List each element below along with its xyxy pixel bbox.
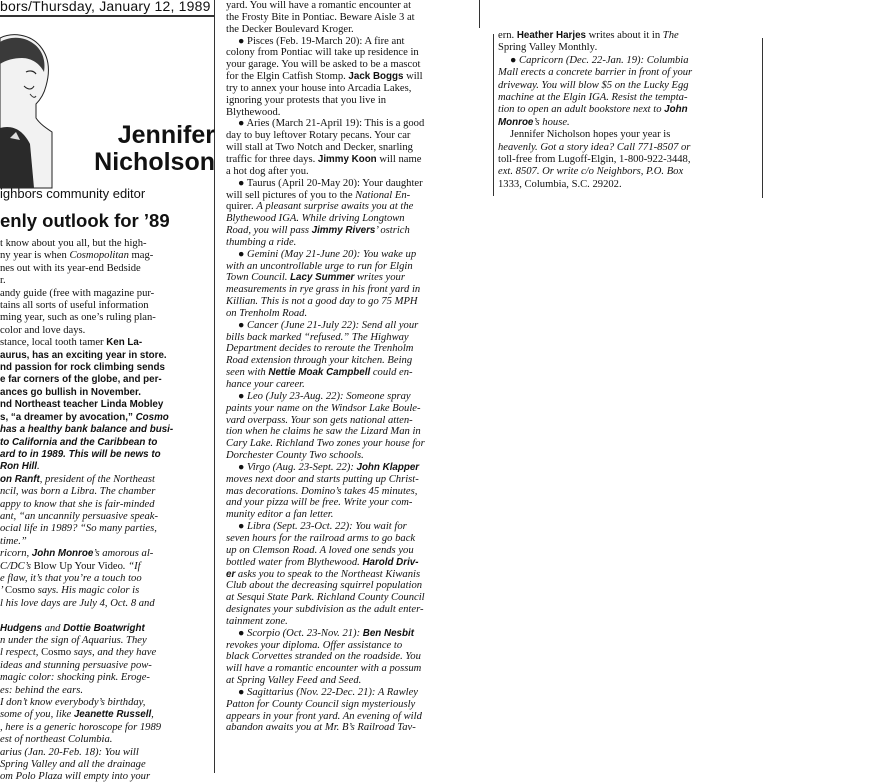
text-line: tainment zone. [226, 615, 288, 627]
text-line: day to buy leftover Rotary pecans. Your car [226, 130, 411, 142]
text-line: l his love days are July 4, Oct. 8 and [0, 597, 155, 609]
byline-first-name: Jennifer [117, 121, 215, 149]
text-line: vard overpass. Your son gets national atten- [226, 414, 413, 426]
text-line: I don’t know everybody’s birthday, [0, 697, 146, 709]
text-line: and your pizza will be free. Write your com- [226, 497, 413, 509]
box-rule-right [762, 38, 763, 198]
text-line: tion to open an adult bookstore next to John [498, 104, 688, 116]
text-line: appears in your front yard. An evening of wild [226, 710, 422, 722]
text-line: ny year is when Cosmopolitan mag- [0, 250, 154, 262]
text-line: will stall at Two Notch and Decker, snarling [226, 142, 413, 154]
text-line: ’ Cosmo says. His magic color is [0, 585, 140, 597]
text-line: toll-free from Lugoff-Elgin, 1-800-922-3448, [498, 154, 691, 166]
text-line: stance, local tooth tamer Ken La- [0, 337, 143, 349]
text-line: ● Gemini (May 21-June 20): You wake up [238, 248, 417, 260]
text-line: ances go bullish in November. [0, 386, 142, 398]
text-line: hance your career. [226, 379, 305, 390]
byline-last-name: Nicholson [94, 148, 215, 176]
text-line: Hudgens and Dottie Boatwright [0, 622, 145, 634]
text-line: Town Council. Lacy Summer writes your [226, 272, 405, 284]
text-line: to California and the Caribbean to [0, 436, 158, 448]
text-line: 1333, Columbia, S.C. 29202. [498, 178, 622, 190]
text-line: at Spring Valley Feed and Seed. [226, 675, 362, 687]
text-line: n under the sign of Aquarius. They [0, 635, 147, 646]
text-line: ● Aries (March 21-April 19): This is a good [238, 118, 425, 130]
text-line: abandon awaits you at Mr. B’s Railroad Tav- [226, 722, 416, 734]
text-line: bottled water from Blythewood. Harold Driv- [226, 556, 419, 568]
text-line: with an uncontrollable urge to run for Elgin [226, 260, 413, 272]
text-line: ern. Heather Harjes writes about it in The [498, 30, 679, 41]
text-line: Spring Valley and all the drainage [0, 759, 146, 771]
text-line: nes out with its year-end Bedside [0, 262, 141, 274]
text-line: tains all sorts of useful information [0, 300, 149, 312]
text-line: Jennifer Nicholson hopes your year is [510, 129, 671, 141]
text-line: Blythewood. [226, 106, 281, 118]
text-line: Patton for County Council sign mysteriously [226, 698, 416, 710]
text-line: color and love days. [0, 324, 86, 336]
text-line: ● Taurus (April 20-May 20): Your daughter [238, 177, 423, 189]
text-line: the Decker Boulevard Kroger. [226, 23, 354, 35]
column-2 [226, 0, 470, 773]
text-line: seen with Nettie Moak Campbell could en- [226, 367, 413, 379]
text-line: arius (Jan. 20-Feb. 18): You will [0, 746, 139, 758]
text-line: ● Pisces (Feb. 19-March 20): A fire ant [238, 35, 405, 47]
article-text-column-2 [226, 0, 470, 734]
text-line [0, 610, 216, 622]
text-line: black Corvettes stranded on the roadside. You [226, 651, 421, 663]
text-line: on Trenholm Road. [226, 307, 308, 319]
text-line: mas decorations. Domino’s takes 45 minutes, [226, 485, 418, 497]
text-line: designates your subdivision as the adult enter- [226, 604, 424, 616]
text-line: e far corners of the globe, and per- [0, 374, 162, 386]
text-line: colony from Pontiac will take up residence in [226, 47, 419, 59]
text-line: ● Cancer (June 21-July 22): Send all your [238, 319, 419, 331]
text-line: e flaw, it’s that you’re a touch too [0, 572, 142, 584]
text-line: Road, you will pass Jimmy Rivers’ ostrich [226, 225, 410, 237]
text-line: some of you, like Jeanette Russell, [0, 709, 154, 721]
text-line: will sell pictures of you to the National En- [226, 189, 411, 201]
text-line: Ron Hill. [0, 461, 40, 473]
text-line: ncil, was born a Libra. The chamber [0, 486, 156, 498]
author-portrait [0, 28, 52, 188]
text-line: appy to know that she is fair-minded [0, 498, 155, 510]
text-line: Mall erects a concrete barrier in front of your [498, 67, 693, 79]
text-line: moves next door and starts putting up Christ- [226, 473, 419, 485]
text-line: Monroe’s house. [498, 116, 570, 128]
text-line: try to annex your house into Arcadia Lakes, [226, 82, 412, 94]
text-line: yard. You will have a romantic encounter at [226, 0, 412, 11]
text-line: nd Northeast teacher Linda Mobley [0, 399, 164, 411]
text-line: time.” [0, 535, 27, 547]
text-line: magic color: shocking pink. Eroge- [0, 672, 150, 684]
byline-name [55, 122, 215, 176]
text-line: er asks you to speak to the Northeast Kiwanis [226, 568, 421, 580]
text-line: heavenly. Got a story idea? Call 771-8507 or [498, 141, 691, 153]
text-line: ignoring your protests that you live in [226, 94, 387, 106]
text-line: l respect, Cosmo says, and they have [0, 647, 157, 659]
text-line: t know about you all, but the high- [0, 238, 147, 249]
text-line: seven hours for the railroad arms to go back [226, 532, 416, 544]
article-text-column-3 [498, 30, 756, 191]
text-line: Spring Valley Monthly. [498, 42, 598, 54]
column-rule [479, 0, 480, 28]
text-line: traffic for three days. Jimmy Koon will name [226, 153, 422, 165]
column-3 [498, 30, 756, 205]
text-line: aurus, has an exciting year in store. [0, 349, 167, 361]
text-line: for the Elgin Catfish Stomp. Jack Boggs will [226, 71, 423, 83]
text-line: Club about the decreasing squirrel population [226, 580, 423, 592]
text-line: Killian. This is not a good day to go 75 MPH [226, 296, 418, 308]
text-line: om Polo Plaza will empty into your [0, 771, 151, 783]
text-line: bills back marked “refused.” The Highway [226, 331, 409, 343]
text-line: has a healthy bank balance and busi- [0, 424, 174, 436]
text-line: ideas and stunning persuasive pow- [0, 659, 152, 671]
byline-title: ighbors community editor [0, 186, 146, 201]
text-line: paints your name on the Windsor Lake Boule- [226, 402, 421, 414]
text-line: revokes your diploma. Offer assistance to [226, 639, 403, 651]
text-line: quirer. A pleasant surprise awaits you at the [226, 201, 414, 213]
box-rule-left [493, 34, 494, 196]
text-line: Blythewood IGA. While driving Longtown [226, 213, 405, 225]
text-line: ard to in 1989. This will be news to [0, 448, 161, 460]
column-1 [0, 0, 216, 783]
article-text-column-1 [0, 238, 216, 784]
page-folio: bors/Thursday, January 12, 1989 [0, 0, 211, 14]
text-line: tion when he claims he saw the Lizard Man in [226, 426, 421, 438]
text-line: C/DC’s Blow Up Your Video. “If [0, 560, 141, 572]
text-line: your garage. You will be asked to be a mascot [226, 59, 421, 71]
text-line: ● Libra (Sept. 23-Oct. 22): You wait for [238, 521, 407, 533]
text-line: a hot dog after you. [226, 165, 309, 177]
text-line: ant, “an uncannily persuasive speak- [0, 510, 158, 522]
text-line: , here is a generic horoscope for 1989 [0, 721, 162, 733]
text-line: ocial life in 1989? “So many parties, [0, 523, 157, 535]
text-line: will have a romantic encounter with a possum [226, 663, 422, 675]
text-line: measurements in rye grass in his front yard in [226, 284, 421, 296]
text-line: Cary Lake. Richland Two zones your house for [226, 438, 425, 450]
text-line: the Frosty Bite in Pontiac. Beware Aisle 3 at [226, 11, 415, 23]
text-line: ming year, such as one’s ruling plan- [0, 312, 156, 324]
text-line: est of northeast Columbia. [0, 734, 113, 746]
text-line: s, “a dreamer by avocation,” Cosmo [0, 411, 169, 423]
text-line: driveway. You will blow $5 on the Lucky Egg [498, 79, 689, 91]
text-line: Department decides to reroute the Trenholm [226, 343, 414, 355]
text-line: es: behind the ears. [0, 684, 83, 696]
text-line: Dorchester County Two schools. [226, 450, 364, 462]
text-line: nd passion for rock climbing sends [0, 362, 165, 374]
text-line: r. [0, 275, 6, 287]
text-line: ● Capricorn (Dec. 22-Jan. 19): Columbia [510, 54, 689, 66]
text-line: thumbing a ride. [226, 236, 297, 248]
text-line: Road extension through your kitchen. Being [226, 355, 413, 367]
text-line: ● Leo (July 23-Aug. 22): Someone spray [238, 390, 411, 402]
text-line: ● Sagittarius (Nov. 22-Dec. 21): A Rawley [238, 686, 418, 698]
text-line: ● Scorpio (Oct. 23-Nov. 21): Ben Nesbit [238, 627, 414, 639]
text-line: ext. 8507. Or write c/o Neighbors, P.O. Box [498, 166, 684, 178]
text-line: at Sesqui State Park. Richland County Council [226, 592, 425, 604]
text-line: ● Virgo (Aug. 23-Sept. 22): John Klapper [238, 461, 420, 473]
text-line: machine at the Elgin IGA. Resist the tempta- [498, 92, 688, 104]
text-line: andy guide (free with magazine pur- [0, 287, 155, 299]
text-line: munity editor a fan letter. [226, 509, 334, 521]
text-line: up on Clemson Road. A loved one sends you [226, 544, 414, 556]
headline: enly outlook for ’89 [0, 210, 170, 231]
text-line: ricorn, John Monroe’s amorous al- [0, 548, 154, 560]
text-line: on Ranft, president of the Northeast [0, 473, 155, 485]
